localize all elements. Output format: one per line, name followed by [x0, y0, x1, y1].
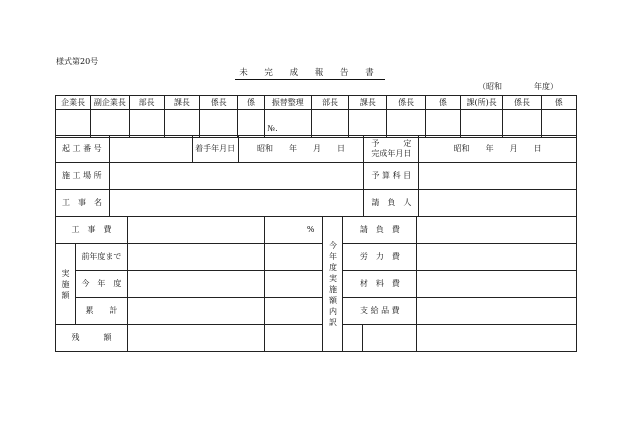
until-last-year-percent-field[interactable] — [264, 244, 323, 271]
work-name-field[interactable] — [109, 190, 363, 217]
approval-header: 係長 — [503, 96, 541, 110]
supplied-goods-label: 支 給 品 費 — [343, 298, 417, 325]
breakdown-label: 今 年 度 実 施 額 内 訳 — [323, 217, 343, 352]
until-last-year-field[interactable] — [127, 244, 264, 271]
approval-table — [55, 95, 577, 138]
site-label: 施 工 場 所 — [56, 163, 110, 190]
balance-percent-field[interactable] — [264, 325, 323, 352]
contract-cost-label: 請 負 費 — [343, 217, 417, 244]
document-title: 未 完 成 報 告 書 — [235, 68, 385, 80]
labor-cost-label: 労 力 費 — [343, 244, 417, 271]
blank-cell — [417, 325, 577, 352]
stamp-cell[interactable] — [349, 110, 387, 138]
material-cost-field[interactable] — [417, 271, 577, 298]
cumulative-field[interactable] — [127, 298, 264, 325]
until-last-year-label: 前年度まで — [75, 244, 127, 271]
start-number-label: 起 工 番 号 — [56, 136, 110, 163]
budget-item-field[interactable] — [419, 163, 577, 190]
cost-table — [55, 216, 577, 352]
approval-header: 課長 — [164, 96, 199, 110]
executed-amount-label: 実 施 額 — [56, 244, 76, 325]
percent-sign: % — [306, 225, 315, 234]
supplied-goods-field[interactable] — [417, 298, 577, 325]
this-year-label: 今 年 度 — [75, 271, 127, 298]
cumulative-percent-field[interactable] — [264, 298, 323, 325]
work-cost-label: 工 事 費 — [56, 217, 128, 244]
planned-label-line2: 完成年月日 — [371, 149, 412, 158]
blank-cell — [363, 325, 417, 352]
approval-header: 部長 — [129, 96, 164, 110]
percent-field[interactable] — [264, 217, 323, 244]
number-label: №. — [267, 124, 278, 133]
approval-header: 係 — [425, 96, 460, 110]
contractor-label: 請 負 人 — [364, 190, 419, 217]
planned-label-line1: 予 定 — [371, 139, 412, 148]
stamp-cell[interactable] — [311, 110, 348, 138]
stamp-cell[interactable] — [129, 110, 164, 138]
approval-header: 課(所)長 — [461, 96, 503, 110]
approval-header: 係 — [238, 96, 264, 110]
transfer-number-field[interactable] — [264, 110, 311, 138]
stamp-cell[interactable] — [56, 110, 91, 138]
start-date-label: 着手年月日 — [192, 136, 238, 163]
planned-completion-field[interactable]: 昭和 年 月 日 — [419, 136, 577, 163]
stamp-cell[interactable] — [238, 110, 264, 138]
balance-label: 残 額 — [56, 325, 128, 352]
this-year-percent-field[interactable] — [264, 271, 323, 298]
material-cost-label: 材 料 費 — [343, 271, 417, 298]
planned-completion-label — [364, 136, 419, 163]
work-cost-field[interactable] — [127, 217, 264, 244]
this-year-field[interactable] — [127, 271, 264, 298]
stamp-cell[interactable] — [200, 110, 238, 138]
blank-cell — [343, 325, 363, 352]
approval-header: 係長 — [387, 96, 425, 110]
approval-header: 課長 — [349, 96, 387, 110]
work-name-label: 工 事 名 — [56, 190, 110, 217]
labor-cost-field[interactable] — [417, 244, 577, 271]
stamp-cell[interactable] — [425, 110, 460, 138]
balance-field[interactable] — [127, 325, 264, 352]
contractor-field[interactable] — [419, 190, 577, 217]
approval-header: 振替整理 — [264, 96, 311, 110]
cumulative-label: 累 計 — [75, 298, 127, 325]
stamp-cell[interactable] — [503, 110, 541, 138]
start-date-field[interactable]: 昭和 年 月 日 — [238, 136, 364, 163]
stamp-cell[interactable] — [541, 110, 576, 138]
stamp-cell[interactable] — [164, 110, 199, 138]
stamp-cell[interactable] — [387, 110, 425, 138]
start-number-field[interactable] — [109, 136, 192, 163]
stamp-cell[interactable] — [461, 110, 503, 138]
approval-header: 部長 — [311, 96, 348, 110]
approval-header: 企業長 — [56, 96, 91, 110]
budget-item-label: 予 算 科 目 — [364, 163, 419, 190]
site-field[interactable] — [109, 163, 363, 190]
contract-cost-field[interactable] — [417, 217, 577, 244]
approval-header: 係長 — [200, 96, 238, 110]
info-table — [55, 135, 577, 217]
approval-header: 副企業長 — [91, 96, 129, 110]
stamp-cell[interactable] — [91, 110, 129, 138]
fiscal-year: （昭和 年度） — [478, 82, 558, 91]
form-id: 様式第20号 — [56, 57, 99, 66]
approval-header: 係 — [541, 96, 576, 110]
